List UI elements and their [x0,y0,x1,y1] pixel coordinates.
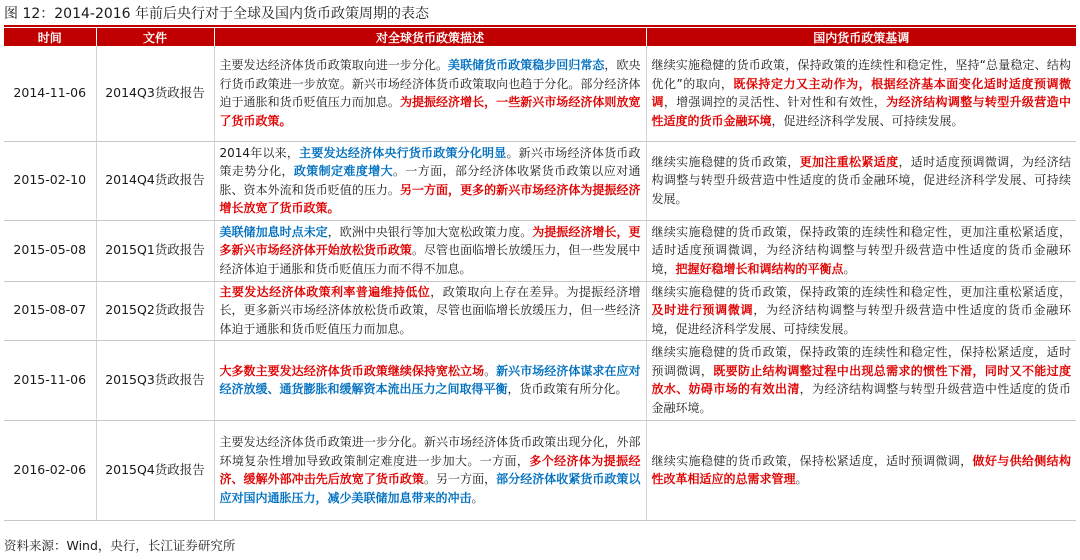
global-policy-text [214,141,646,220]
text-segment: 继续实施稳健的货币政策，保持松紧适度，适时预调微调， [651,453,973,468]
text-segment: 2014年以来， [219,145,300,160]
table-row [4,141,1076,220]
highlight-red-text: 多个经济体为提振经济、缓解外部冲击先后放宽了货币政策 [219,453,641,486]
text-segment: ，货币政策有所分化。 [507,382,628,396]
highlight-red-text: 做好与供给侧结构性改革相适应的总需求管理 [651,453,1071,486]
table-row [4,281,1076,340]
global-policy-text [214,340,646,420]
highlight-red-text: 既保持定力又主动作为，根据经济基本面变化适时适度预调微调 [651,76,1071,110]
text-segment: 主要发达经济体货币政策进一步分化。新兴市场经济体货币政策出现分化，外部环境复杂性增加导致政策制定难度进一步加大。一方面， [219,435,641,468]
highlight-red-text: 把握好稳增长和调结构的平衡点 [675,261,844,276]
highlight-red-text: 既要防止结构调整过程中出现总需求的惯性下滑，同时又不能过度放水、妨碍市场的有效出清 [651,363,1071,396]
highlight-red-text: 大多数主要发达经济体货币政策继续保持宽松立场 [219,363,485,378]
global-policy-text [214,420,646,520]
highlight-blue-text: 美联储加息时点未定 [219,224,328,239]
figure-title: 图 12：2014-2016 年前后央行对于全球及国内货币政策周期的表态 [4,6,430,22]
row-date: 2015-02-10 [4,141,96,220]
text-segment: ，欧洲中央银行等加大宽松政策力度。 [327,224,533,239]
text-segment: 。一方面，部分经济体收紧货币政策以应对通胀、资本外流和货币贬值的压力。 [219,164,641,197]
domestic-policy-text [646,46,1076,141]
header-global-policy: 对全球货币政策描述 [214,28,646,46]
table-row [4,220,1076,281]
text-segment: ，欧央行货币政策进一步放宽。新兴市场经济体货币政策取向也趋于分化。部分经济体迫于通胀和货币贬值压力而加息。 [219,58,641,110]
highlight-blue-text: 政策制定难度增大 [293,164,394,178]
text-segment: ，政策取向上存在差异。为提振经济增长，更多新兴市场经济体放松货币政策，尽管也面临增长放缓压力，但一些经济体迫于通胀和货币贬值压力而加息。 [219,284,641,336]
header-date: 时间 [4,28,96,46]
text-segment: 继续实施稳健的货币政策， [651,154,800,169]
global-policy-text [214,46,646,141]
text-segment: ，促进经济科学发展、可持续发展。 [771,113,964,128]
text-segment: 。 [471,490,484,505]
highlight-red-text: 为经济结构调整与转型升级营造中性适度的货币金融环境 [651,95,1071,128]
row-document: 2015Q1货政报告 [96,220,214,281]
highlight-blue-text: 新兴市场经济体谋求在应对经济放缓、通货膨胀和缓解资本流出压力之间取得平衡 [219,363,641,396]
text-segment: ，为经济结构调整与转型升级营造中性适度的货币金融环境。 [651,382,1071,415]
highlight-red-text: 更加注重松紧适度 [799,154,899,169]
highlight-red-text: 为提振经济增长，更多新兴市场经济体开始放松货币政策 [219,224,641,258]
row-document: 2014Q3货政报告 [96,46,214,141]
text-segment: 。 [843,261,856,276]
table-row [4,46,1076,141]
text-segment: ，增强调控的灵活性、针对性和有效性， [663,95,887,110]
highlight-blue-text: 主要发达经济体央行货币政策分化明显 [299,145,507,160]
text-segment: 。另一方面， [423,472,497,486]
global-policy-text [214,220,646,281]
highlight-red-text: 为提振经济增长，一些新兴市场经济体则放宽了货币政策。 [219,95,641,128]
domestic-policy-text [646,220,1076,281]
domestic-policy-text [646,141,1076,220]
text-segment: 继续实施稳健的货币政策，保持政策的连续性和稳定性，坚持“总量稳定、结构优化”的取向， [651,58,1071,91]
text-segment: ，适时适度预调微调，为经济结构调整与转型升级营造中性适度的货币金融环境，促进经济科学发展、可持续发展。 [651,154,1071,206]
row-date: 2015-05-08 [4,220,96,281]
row-document: 2015Q3货政报告 [96,340,214,420]
policy-table [4,28,1076,521]
text-segment: ，为经济结构调整与转型升级营造中性适度的货币金融环境，促进经济科学发展、可持续发展。 [651,303,1071,336]
source-note: 资料来源：Wind，央行，长江证券研究所 [4,538,236,553]
header-document: 文件 [96,28,214,46]
header-domestic-policy: 国内货币政策基调 [646,28,1076,46]
text-segment: 。尽管也面临增长放缓压力，但一些发展中经济体迫于通胀和货币贬值压力而不得不加息。 [219,243,641,276]
title-divider [4,25,1076,27]
table-header-row [4,28,1076,46]
text-segment: 。新兴市场经济体货币政策走势分化， [219,145,641,178]
domestic-policy-text [646,340,1076,420]
highlight-red-text: 另一方面，更多的新兴市场经济体为提振经济增长放宽了货币政策。 [219,182,641,215]
text-segment: 主要发达经济体货币政策取向进一步分化。 [219,58,449,73]
domestic-policy-text [646,420,1076,520]
text-segment: 。 [795,472,808,486]
highlight-red-text: 及时进行预调微调 [651,303,754,318]
text-segment: 继续实施稳健的货币政策，保持政策的连续性和稳定性，更加注重松紧适度，适时适度预调微调，为经济结构调整与转型升级营造中性适度的货币金融环境， [651,224,1071,276]
highlight-blue-text: 美联储货币政策稳步回归常态 [448,58,605,73]
text-segment: 继续实施稳健的货币政策，保持政策的连续性和稳定性，更加注重松紧适度， [651,284,1071,299]
row-date: 2015-11-06 [4,340,96,420]
row-date: 2015-08-07 [4,281,96,340]
row-document: 2014Q4货政报告 [96,141,214,220]
domestic-policy-text [646,281,1076,340]
highlight-blue-text: 部分经济体收紧货币政策以应对国内通胀压力，减少美联储加息带来的冲击 [219,472,641,505]
highlight-red-text: 主要发达经济体政策利率普遍维持低位 [219,284,431,299]
row-document: 2015Q4货政报告 [96,420,214,520]
row-date: 2016-02-06 [4,420,96,520]
row-date: 2014-11-06 [4,46,96,141]
table-row [4,340,1076,420]
text-segment: 。 [484,363,497,378]
row-document: 2015Q2货政报告 [96,281,214,340]
text-segment: 继续实施稳健的货币政策，保持政策的连续性和稳定性，保持松紧适度，适时预调微调， [651,345,1071,378]
table-row [4,420,1076,520]
global-policy-text [214,281,646,340]
